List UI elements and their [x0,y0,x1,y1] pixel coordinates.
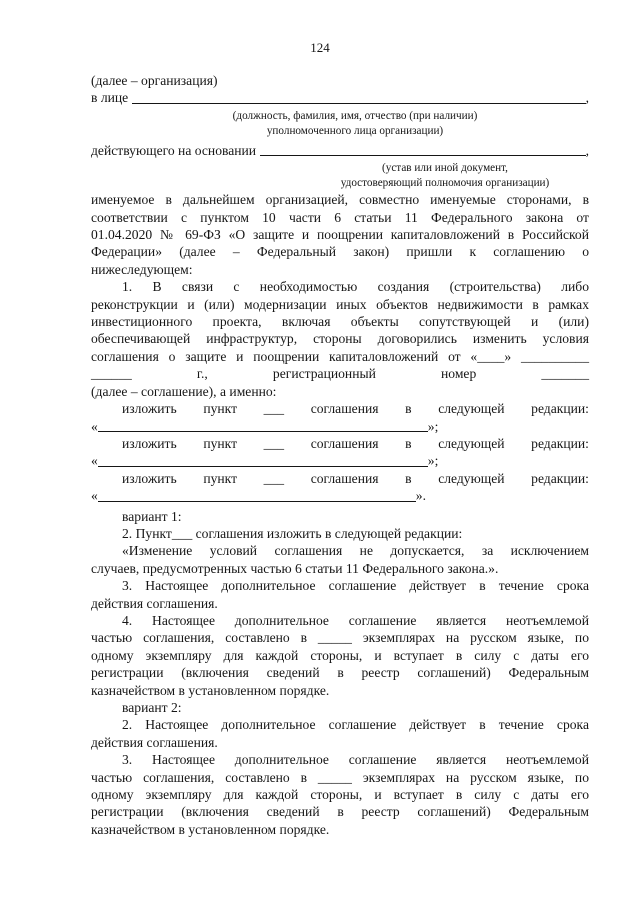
clause-1-line: инвестиционного проекта, включая объекты сопутствующей и (или) [91,314,589,330]
amend-word: пункт [203,401,238,417]
document-body [91,72,589,838]
quote-open: « [91,418,98,434]
variant-2-item-3-line: одному экземпляру для каждой стороны, и вступает в силу с даты его [91,787,589,803]
amend-text-line-3 [91,487,589,504]
intro-line: именуемое в дальнейшем организацией, совместно именуемые сторонами, в [91,192,589,208]
quote-open: « [91,453,98,469]
intro-paragraph [91,191,589,278]
variant-1-quote-line: «Изменение условий соглашения не допускается, за исключением [122,543,589,559]
variant-1-item-3-line: 3. Настоящее дополнительное соглашение действует в течение срока [122,578,589,594]
intro-line: Федерации» (далее – Федеральный закон) пришли к соглашению о [91,244,589,260]
quote-close: »; [427,453,439,469]
amend-word: изложить [122,435,177,451]
represented-by-blank [132,102,585,104]
clause-1-line: реконструкции и (или) модернизации иных объектов недвижимости в рамках [91,296,589,312]
amend-word: в [405,470,412,486]
clause-1-line: соглашения о защите и поощрении капиталовложений от «____» __________ [91,348,589,364]
basis-label: действующего на основании [91,142,257,158]
amend-word: редакции: [531,470,589,486]
amend-word: пункт [203,470,238,486]
intro-line: 01.04.2020 № 69-ФЗ «О защите и поощрении капиталовложений в Российской [91,227,589,243]
amend-word: изложить [122,401,177,417]
amend-text-line-2 [91,452,589,469]
amend-word: редакции: [531,435,589,451]
variant-2-item-3-line: регистрации (включения сведений в реестр соглашений) Федеральным [91,804,589,820]
basis-line [91,142,589,159]
intro-line: нижеследующем: [91,261,193,277]
basis-caption-line1: (устав или иной документ, [382,162,508,175]
amend-word: соглашения [310,435,379,451]
variant-1-item-4-line: одному экземпляру для каждой стороны, и вступает в силу с даты его [91,647,589,663]
variant-1-item-4-line: регистрации (включения сведений в реестр соглашений) Федеральным [91,665,589,681]
basis-caption-line2: удостоверяющий полномочия организации) [340,177,550,190]
amend-word: ___ [263,401,285,417]
variant-1 [91,508,589,699]
amend-word: в [405,401,412,417]
variant-1-label: вариант 1: [122,508,182,524]
amend-word: ___ [263,435,285,451]
amend-block [91,400,589,504]
clause-1-line: ______ г., регистрационный номер _______ [91,366,589,382]
variant-1-quote-line: случаев, предусмотренных частью 6 статьи 11 Федерального закона.». [91,560,499,576]
amend-word: следующей [438,470,505,486]
clause-1-line: 1. В связи с необходимостью создания (строительства) либо [122,279,589,295]
variant-2-item-3-line: частью соглашения, составлено в _____ экземплярах на русском языке, по [91,769,589,785]
represented-by-line [91,89,589,106]
variant-1-item-2: 2. Пункт___ соглашения изложить в следующей редакции: [122,525,463,541]
amend-word: изложить [122,470,177,486]
variant-1-item-4-line: казначейством в установленном порядке. [91,682,330,698]
amend-instruction-2 [91,435,589,452]
representative-caption [91,109,589,139]
line-comma: , [585,90,589,106]
amend-word: соглашения [310,470,379,486]
variant-1-item-4-line: 4. Настоящее дополнительное соглашение является неотъемлемой [122,612,589,628]
amend-instruction-1 [91,400,589,417]
quote-close: ». [415,488,426,504]
basis-blank [260,154,586,156]
quote-open: « [91,488,98,504]
represented-by-label: в лице [91,90,129,106]
representative-caption-line1: (должность, фамилия, имя, отчество (при наличии) [232,109,478,122]
representative-caption-line2: уполномоченного лица организации) [266,124,444,137]
variant-1-item-4-line: частью соглашения, составлено в _____ экземплярах на русском языке, по [91,630,589,646]
variant-2 [91,699,589,838]
amend-word: в [405,435,412,451]
page-number: 124 [310,40,330,55]
variant-2-item-3-line: казначейством в установленном порядке. [91,821,330,837]
variant-2-item-3-line: 3. Настоящее дополнительное соглашение является неотъемлемой [122,752,589,768]
amend-instruction-3 [91,470,589,487]
amend-word: ___ [263,470,285,486]
line-comma: , [585,142,589,158]
clause-1-line: (далее – соглашение), а именно: [91,383,277,399]
amend-text-line-1 [91,418,589,435]
org-label-line: (далее – организация) [91,73,218,88]
variant-2-item-2-line: 2. Настоящее дополнительное соглашение действует в течение срока [122,717,589,733]
variant-2-item-2-line: действия соглашения. [91,734,218,750]
variant-1-item-3-line: действия соглашения. [91,595,218,611]
amend-word: следующей [438,401,505,417]
intro-line: соответствии с пунктом 10 части 6 статьи 11 Федерального закона от [91,209,589,225]
variant-2-label: вариант 2: [122,700,182,715]
clause-1 [91,278,589,400]
amend-word: соглашения [310,401,379,417]
amend-text-blank [98,465,428,467]
amend-word: следующей [438,435,505,451]
amend-word: редакции: [531,401,589,417]
basis-caption [91,161,589,191]
quote-close: »; [427,418,439,434]
clause-1-line: обеспечивающей инфраструктур, стороны договорились изменить условия [91,331,589,347]
amend-text-blank [98,430,428,432]
amend-word: пункт [203,435,238,451]
amend-text-blank [98,500,416,502]
